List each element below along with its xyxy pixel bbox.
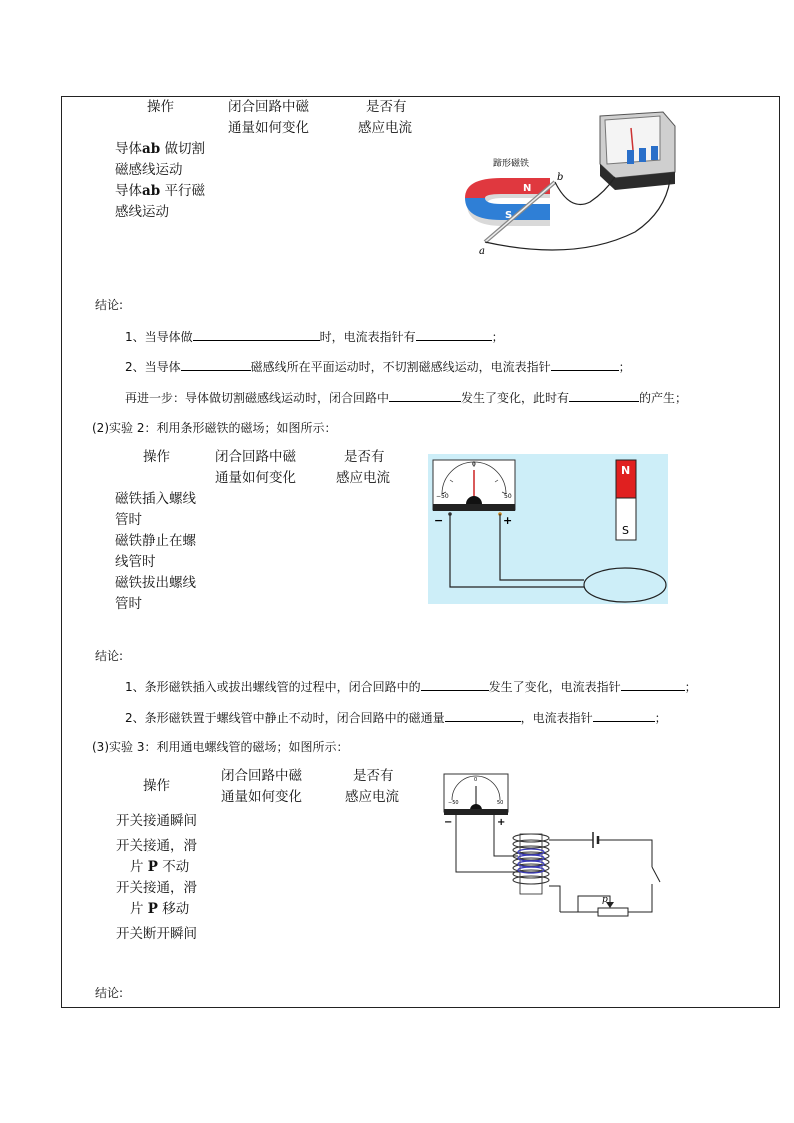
header-current-2: 感应电流 — [345, 789, 399, 805]
blank[interactable] — [569, 389, 639, 402]
exp3-conclusion-title: 结论: — [95, 986, 124, 1000]
header-current-1: 是否有 — [366, 99, 407, 115]
exp2-op1-line1: 磁铁插入螺线 — [115, 491, 196, 507]
header-current-2: 感应电流 — [336, 470, 390, 486]
magnet-label: 蹄形磁铁 — [493, 159, 530, 169]
minus-terminal: − — [444, 817, 453, 828]
header-operation: 操作 — [143, 449, 170, 465]
slider-p-label: p — [602, 895, 608, 905]
horseshoe-magnet-figure — [455, 102, 690, 262]
blank[interactable] — [181, 358, 251, 371]
exp1-conclusion-2: 2、当导体 磁感线所在平面运动时，不切割磁感线运动，电流表指针 ； — [125, 360, 631, 374]
plus-terminal: + — [497, 817, 506, 828]
scale-mid: 0 — [474, 777, 478, 783]
exp3-op3-line1: 开关接通，滑 — [116, 880, 197, 896]
plus-terminal: + — [503, 514, 513, 527]
exp2-op1-line2: 管时 — [115, 512, 142, 528]
end-a-label: a — [479, 246, 485, 257]
exp2-op2-line2: 线管时 — [115, 554, 156, 570]
exp3-op2-line1: 开关接通，滑 — [116, 838, 197, 854]
blank[interactable] — [421, 678, 489, 691]
pole-n-label: N — [621, 464, 631, 477]
bar-magnet-figure — [428, 454, 668, 604]
pole-s-label: S — [505, 210, 513, 221]
exp1-op1-line1: 导体ab 做切割 — [115, 141, 205, 157]
header-flux-1: 闭合回路中磁 — [228, 99, 309, 115]
exp3-op1: 开关接通瞬间 — [116, 813, 197, 829]
exp2-title: (2)实验 2：利用条形磁铁的磁场；如图所示： — [92, 421, 337, 435]
scale-right: 50 — [497, 800, 504, 806]
blank[interactable] — [445, 709, 521, 722]
header-flux-1: 闭合回路中磁 — [221, 768, 302, 784]
exp1-conclusion-title: 结论: — [95, 298, 124, 312]
scale-mid: 0 — [472, 461, 476, 468]
exp1-op2-line1: 导体ab 平行磁 — [115, 183, 205, 199]
exp3-op2-line2: 片 P 不动 — [130, 859, 190, 875]
header-flux-2: 通量如何变化 — [221, 789, 302, 805]
exp2-conclusion-2: 2、条形磁铁置于螺线管中静止不动时，闭合回路中的磁通量 ，电流表指针 ； — [125, 711, 667, 725]
blank[interactable] — [551, 358, 619, 371]
exp2-conclusion-title: 结论: — [95, 649, 124, 663]
exp1-op1-line2: 磁感线运动 — [115, 162, 183, 178]
header-flux-1: 闭合回路中磁 — [215, 449, 296, 465]
exp1-op2-line2: 感线运动 — [115, 204, 169, 220]
scale-left: −50 — [436, 493, 449, 500]
blank[interactable] — [416, 328, 492, 341]
blank[interactable] — [389, 389, 461, 402]
header-current-1: 是否有 — [353, 768, 394, 784]
header-current-2: 感应电流 — [358, 120, 412, 136]
blank[interactable] — [621, 678, 685, 691]
exp3-title: (3)实验 3：利用通电螺线管的磁场；如图所示： — [92, 740, 349, 754]
pole-n-label: N — [523, 183, 532, 194]
blank[interactable] — [193, 328, 320, 341]
scale-left: −50 — [448, 800, 459, 806]
exp3-op4: 开关断开瞬间 — [116, 926, 197, 942]
exp2-conclusion-1: 1、条形磁铁插入或拔出螺线管的过程中，闭合回路中的 发生了变化，电流表指针 ； — [125, 680, 697, 694]
exp2-op2-line1: 磁铁静止在螺 — [115, 533, 196, 549]
minus-terminal: − — [434, 514, 444, 527]
blank[interactable] — [593, 709, 655, 722]
exp1-conclusion-1: 1、当导体做 时，电流表指针有 ； — [125, 330, 504, 344]
header-operation: 操作 — [143, 778, 170, 794]
scale-right: 50 — [504, 493, 512, 500]
pole-s-label: S — [622, 524, 629, 537]
exp2-op3-line2: 管时 — [115, 596, 142, 612]
header-operation: 操作 — [147, 99, 174, 115]
end-b-label: b — [557, 172, 564, 183]
exp2-op3-line1: 磁铁拔出螺线 — [115, 575, 196, 591]
header-flux-2: 通量如何变化 — [228, 120, 309, 136]
exp1-conclusion-3: 再进一步：导体做切割磁感线运动时，闭合回路中 发生了变化，此时有 的产生； — [125, 391, 688, 405]
header-current-1: 是否有 — [344, 449, 385, 465]
solenoid-circuit-figure — [438, 772, 663, 917]
exp3-op3-line2: 片 P 移动 — [130, 901, 190, 917]
header-flux-2: 通量如何变化 — [215, 470, 296, 486]
